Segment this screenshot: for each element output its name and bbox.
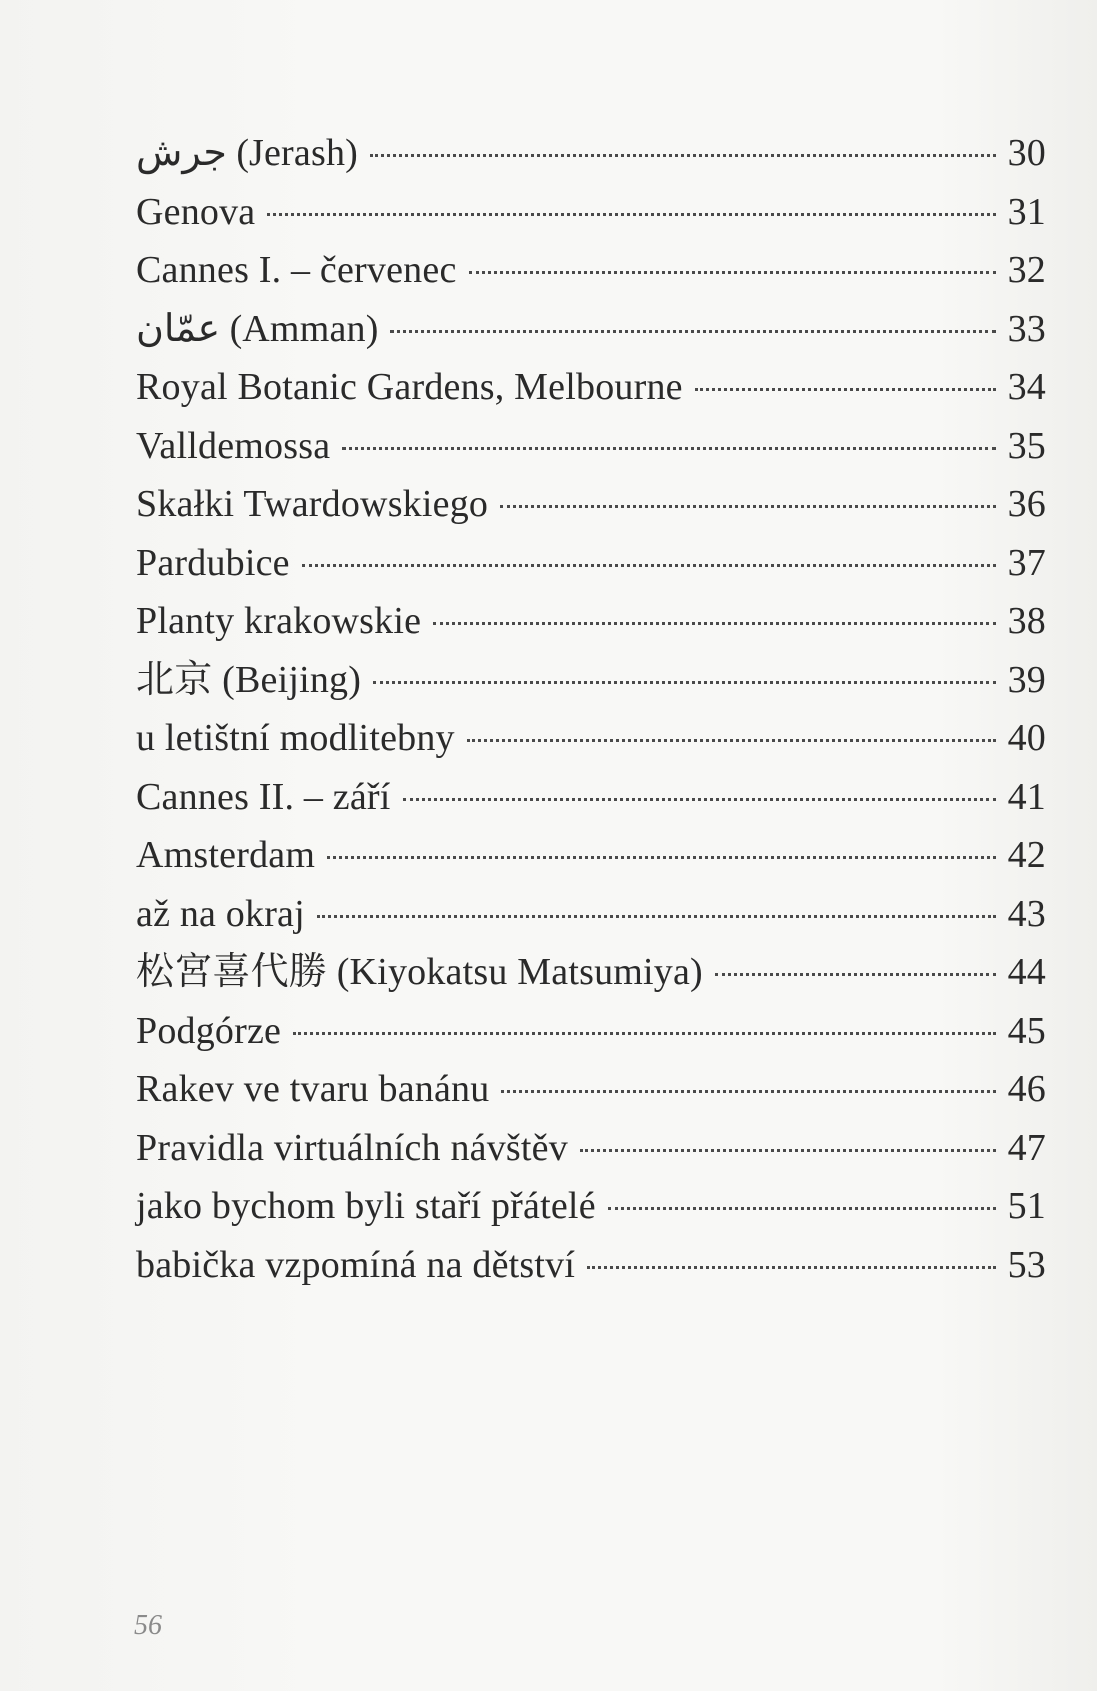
dot-leader — [267, 213, 996, 216]
dot-leader — [293, 1032, 996, 1035]
dot-leader — [469, 271, 996, 274]
toc-entry-page: 51 — [1007, 1185, 1046, 1227]
toc-entry-title: Royal Botanic Gardens, Melbourne — [136, 366, 683, 408]
dot-leader — [433, 622, 996, 625]
dot-leader — [373, 681, 996, 684]
toc-entry-title: Amsterdam — [136, 834, 316, 876]
toc-entry-page: 47 — [1007, 1126, 1046, 1169]
toc-entry — [136, 241, 1046, 300]
toc-entry-page: 34 — [1007, 366, 1046, 408]
toc-entry-title: 松宮喜代勝 (Kiyokatsu Matsumiya) — [136, 951, 703, 993]
page-number: 56 — [134, 1610, 162, 1641]
dot-leader — [501, 1090, 996, 1093]
toc-entry — [136, 1236, 1046, 1295]
toc-entry-title: babička vzpomíná na dětství — [136, 1243, 576, 1286]
toc-entry-title: Rakev ve tvaru banánu — [136, 1068, 490, 1110]
toc-entry — [136, 183, 1046, 242]
toc-entry-page: 40 — [1007, 717, 1046, 759]
toc-entry — [136, 592, 1046, 651]
toc-entry-title: Planty krakowskie — [136, 600, 422, 642]
toc-entry-page: 32 — [1007, 249, 1046, 291]
toc-entry — [136, 768, 1046, 827]
toc-entry — [136, 943, 1046, 1002]
toc-entry — [136, 1119, 1046, 1178]
toc-entry-title: až na okraj — [136, 892, 305, 935]
dot-leader — [370, 154, 996, 157]
toc-entry-page: 39 — [1007, 658, 1046, 701]
toc-entry-title: 北京 (Beijing) — [136, 658, 362, 701]
toc-entry-title: Valldemossa — [136, 424, 331, 467]
dot-leader — [327, 856, 996, 859]
table-of-contents — [136, 124, 1046, 1294]
toc-entry-page: 31 — [1007, 190, 1046, 233]
toc-entry — [136, 124, 1046, 183]
toc-entry-page: 45 — [1007, 1009, 1046, 1052]
toc-entry-title: Skałki Twardowskiego — [136, 483, 489, 525]
dot-leader — [317, 915, 996, 918]
toc-entry-page: 33 — [1007, 307, 1046, 350]
dot-leader — [587, 1266, 996, 1269]
toc-entry-page: 53 — [1007, 1243, 1046, 1286]
dot-leader — [500, 505, 996, 508]
toc-entry-page: 37 — [1007, 541, 1046, 584]
toc-entry — [136, 826, 1046, 885]
toc-entry-page: 38 — [1007, 600, 1046, 642]
toc-entry-page: 46 — [1007, 1068, 1046, 1110]
toc-entry — [136, 300, 1046, 359]
toc-entry-page: 36 — [1007, 483, 1046, 525]
toc-entry-title: Cannes I. – červenec — [136, 249, 457, 291]
dot-leader — [608, 1207, 996, 1210]
toc-entry-page: 44 — [1007, 951, 1046, 993]
toc-entry — [136, 358, 1046, 417]
dot-leader — [580, 1149, 996, 1152]
toc-entry-page: 41 — [1007, 775, 1046, 818]
toc-entry-title: عمّان (Amman) — [136, 307, 379, 350]
toc-entry — [136, 417, 1046, 476]
toc-entry-title: u letištní modlitebny — [136, 717, 455, 759]
toc-entry — [136, 475, 1046, 534]
dot-leader — [342, 447, 996, 450]
toc-entry — [136, 1002, 1046, 1061]
toc-entry-page: 42 — [1007, 834, 1046, 876]
toc-entry-title: Genova — [136, 190, 256, 233]
toc-entry-page: 35 — [1007, 424, 1046, 467]
toc-entry-title: Cannes II. – září — [136, 775, 391, 818]
toc-entry — [136, 1060, 1046, 1119]
toc-entry-title: Podgórze — [136, 1009, 282, 1052]
toc-entry — [136, 1177, 1046, 1236]
toc-entry — [136, 534, 1046, 593]
toc-entry-title: Pravidla virtuálních návštěv — [136, 1126, 568, 1169]
dot-leader — [403, 798, 996, 801]
toc-entry-title: jako bychom byli staří přátelé — [136, 1185, 596, 1227]
toc-entry — [136, 885, 1046, 944]
toc-entry — [136, 709, 1046, 768]
dot-leader — [302, 564, 996, 567]
toc-entry-title: Pardubice — [136, 541, 290, 584]
toc-entry-title: جرش (Jerash) — [136, 132, 358, 174]
toc-entry-page: 43 — [1007, 892, 1046, 935]
toc-entry — [136, 651, 1046, 710]
dot-leader — [390, 330, 996, 333]
dot-leader — [715, 973, 996, 976]
toc-entry-page: 30 — [1007, 132, 1046, 174]
dot-leader — [467, 739, 996, 742]
dot-leader — [695, 388, 996, 391]
